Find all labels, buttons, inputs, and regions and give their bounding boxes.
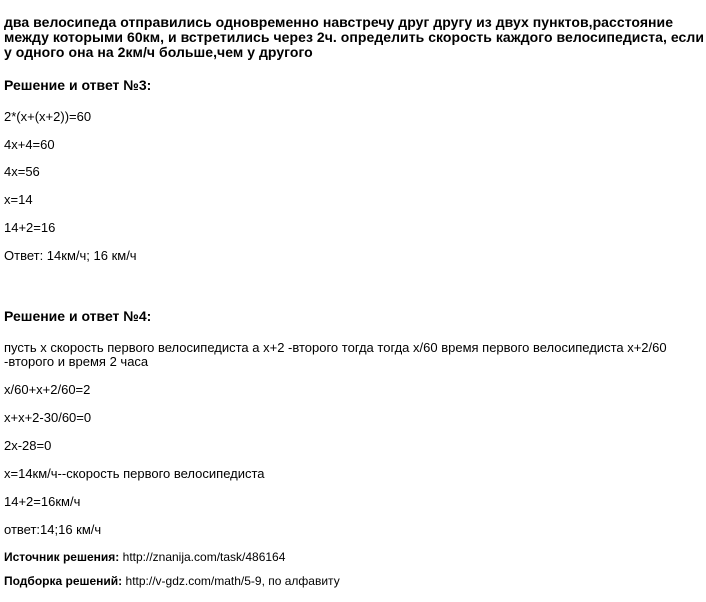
solution-3-line: 4x+4=60 bbox=[4, 137, 55, 152]
source-link[interactable]: http://znanija.com/task/486164 bbox=[122, 550, 286, 564]
source-line bbox=[4, 550, 285, 564]
collection-link[interactable]: http://v-gdz.com/math/5-9, по алфавиту bbox=[125, 574, 340, 588]
solution-3-line: 2*(x+(x+2))=60 bbox=[4, 109, 92, 124]
solution-4-line: х=14км/ч--скорость первого велосипедиста bbox=[4, 466, 265, 481]
collection-label: Подборка решений: bbox=[4, 574, 123, 588]
solution-3-line: x=14 bbox=[4, 192, 33, 207]
solution-4-heading: Решение и ответ №4: bbox=[4, 308, 152, 324]
solution-4-line: х+х+2-30/60=0 bbox=[4, 410, 92, 425]
solution-4-answer: ответ:14;16 км/ч bbox=[4, 522, 102, 537]
solution-4-line: 14+2=16км/ч bbox=[4, 494, 81, 509]
solution-3-line: 14+2=16 bbox=[4, 220, 56, 235]
solution-4-intro: пусть х скорость первого велосипедиста а х+2 -второго тогда тогда х/60 время первого велосипедиста х+2/60 -второго и время 2 часа bbox=[4, 340, 667, 369]
source-label: Источник решения: bbox=[4, 550, 120, 564]
solution-4-line: х/60+х+2/60=2 bbox=[4, 382, 91, 397]
collection-line bbox=[4, 574, 340, 588]
problem-statement: два велосипеда отправились одновременно навстречу друг другу из двух пунктов,расстояние между которыми 60км, и встретились через 2ч. определить скорость каждого велосипедиста, если у одного она на 2км/ч больше,чем у другого bbox=[4, 14, 704, 60]
solution-4-line: 2х-28=0 bbox=[4, 438, 52, 453]
solution-3-answer: Ответ: 14км/ч; 16 км/ч bbox=[4, 248, 137, 263]
solution-3-line: 4x=56 bbox=[4, 164, 40, 179]
solution-3-heading: Решение и ответ №3: bbox=[4, 77, 152, 93]
